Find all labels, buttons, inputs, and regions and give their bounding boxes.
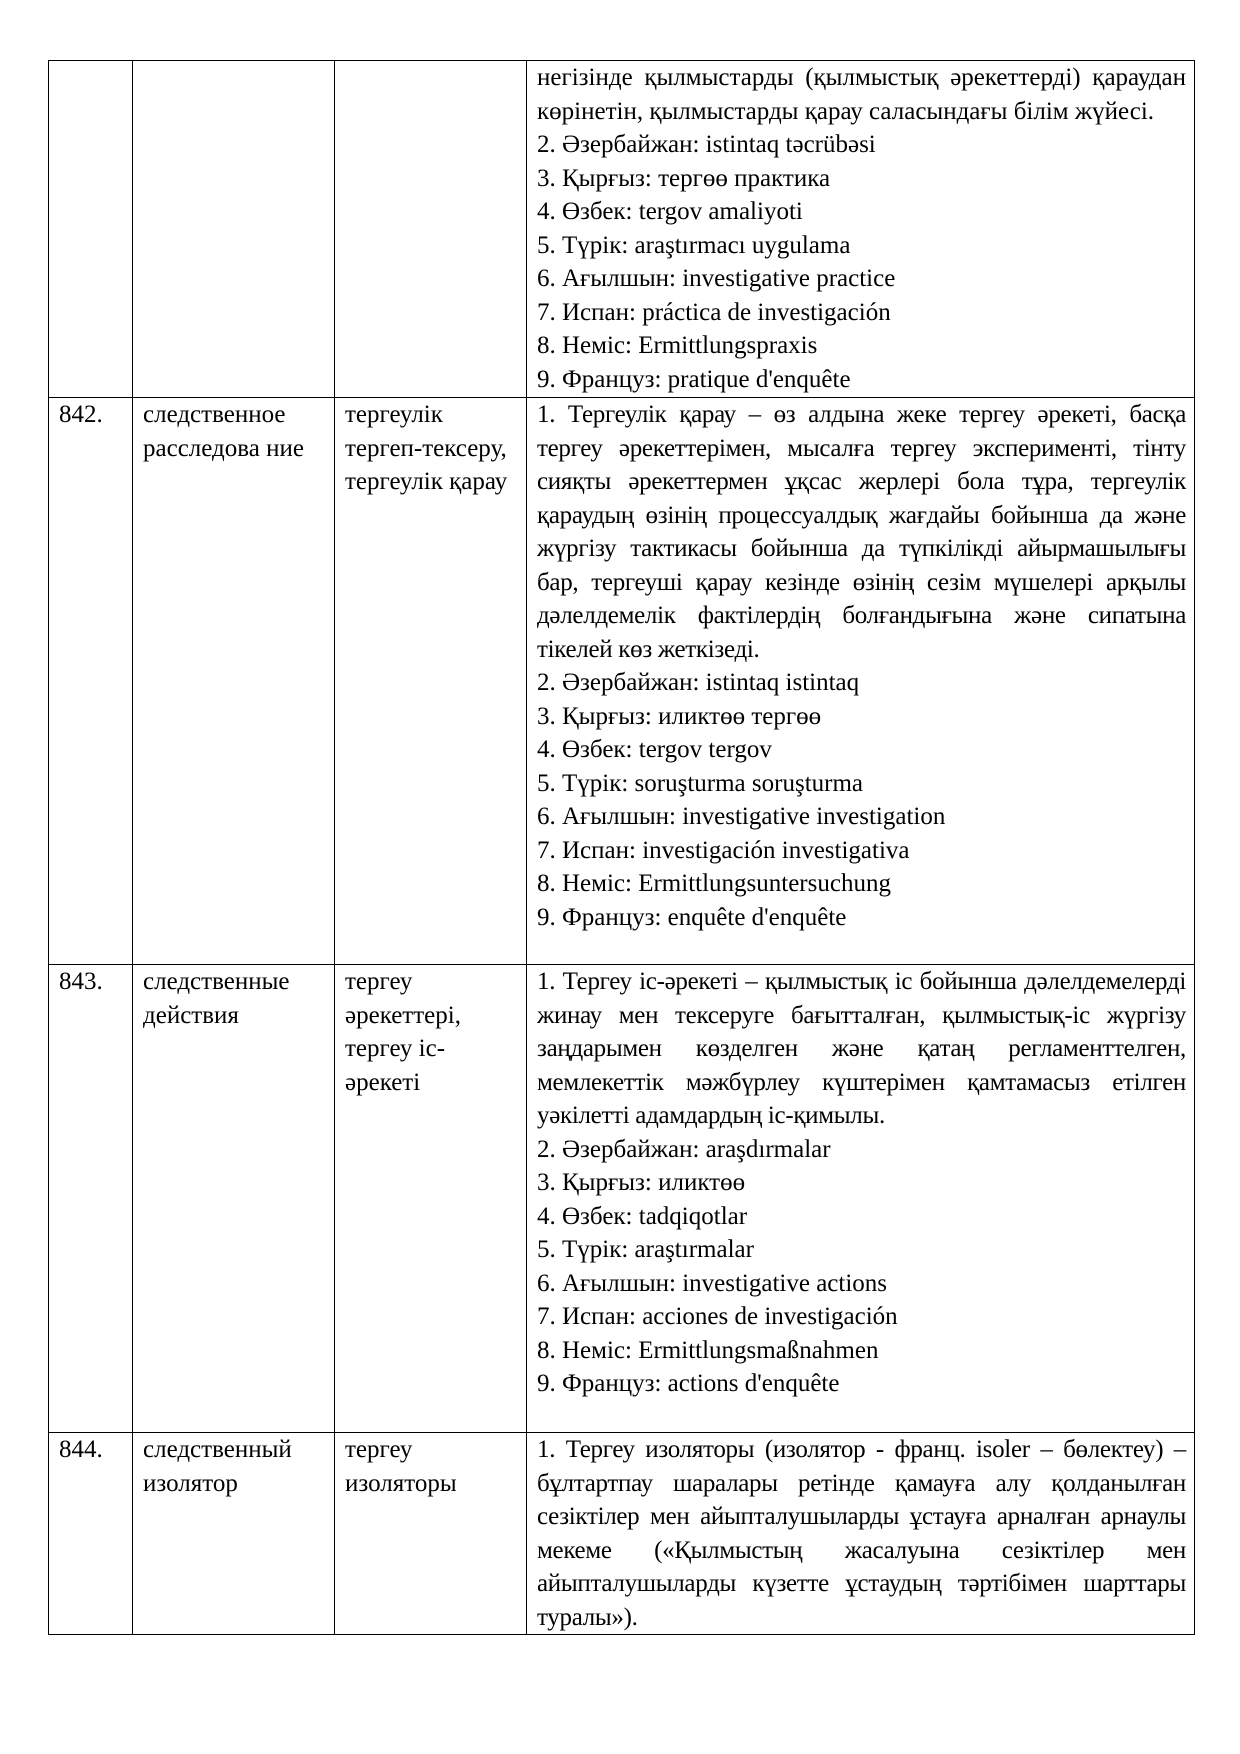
definition-text: 1. Тергеу іс-әрекеті – қылмыстық іс бойынша дәлелдемелерді жинау мен тексеруге бағытталған, қылмыстық-іс жүргізу заңдарымен көзделген және қатаң регламенттелген, мемлекеттік мәжбүрлеу күштерімен қамтамасыз етілген уәкілетті адамдардың іс-қимылы.	[537, 968, 1186, 1129]
translation-uzbek: 4. Өзбек: tergov tergov	[537, 736, 772, 763]
translation-azerbaijani: 2. Әзербайжан: istintaq istintaq	[537, 669, 860, 696]
translation-turkish: 5. Түрік: araştırmalar	[537, 1236, 754, 1263]
translation-turkish: 5. Түрік: soruşturma soruşturma	[537, 769, 864, 797]
translation-uzbek: 4. Өзбек: tadqiqotlar	[537, 1202, 748, 1230]
translation-german: 8. Неміс: Ermittlungsuntersuchung	[537, 870, 891, 897]
translation-azerbaijani: 2. Әзербайжан: araşdırmalar	[537, 1135, 831, 1163]
definition-cell	[527, 61, 1195, 398]
table-row	[49, 61, 1195, 398]
translation-spanish: 7. Испан: acciones de investigación	[537, 1303, 898, 1330]
translation-french: 9. Француз: enquête d'enquête	[537, 903, 847, 931]
entry-number	[49, 61, 133, 398]
translation-kyrgyz: 3. Қырғыз: иликтөө	[537, 1169, 746, 1196]
translation-french: 9. Француз: pratique d'enquête	[537, 365, 851, 393]
definition-cell	[527, 398, 1195, 965]
table-row	[49, 1433, 1195, 1635]
translation-uzbek: 4. Өзбек: tergov amaliyoti	[537, 198, 803, 225]
translation-kyrgyz: 3. Қырғыз: иликтөө тергөө	[537, 702, 822, 730]
translation-azerbaijani: 2. Әзербайжан: istintaq təcrübəsi	[537, 131, 876, 158]
definition-cell	[527, 1433, 1195, 1635]
translation-english: 6. Ағылшын: investigative investigation	[537, 803, 946, 830]
entry-number: 843.	[49, 965, 133, 1433]
translation-kyrgyz: 3. Қырғыз: тергөө практика	[537, 164, 831, 192]
entry-number: 844.	[49, 1433, 133, 1635]
russian-term: следственное расследова ние	[133, 398, 335, 965]
russian-term	[133, 61, 335, 398]
translation-english: 6. Ағылшын: investigative actions	[537, 1269, 888, 1297]
translation-english: 6. Ағылшын: investigative practice	[537, 265, 896, 292]
translation-turkish: 5. Түрік: araştırmacı uygulama	[537, 231, 851, 259]
document-page	[48, 60, 1194, 1635]
translation-spanish: 7. Испан: investigación investigativa	[537, 836, 910, 864]
definition-text: 1. Тергеу изоляторы (изолятор - франц. isoler – бөлектеу) – бұлтартпау шаралары ретінде қамауға алу қолданылған сезіктілер мен айыпталушыларды ұстауға арналған арнаулы мекеме («Қылмыстың жасалуына сезіктілер мен айыпталушыларды күзетте ұстаудың тәртібімен шарттары туралы»).	[537, 1436, 1186, 1631]
translation-german: 8. Неміс: Ermittlungspraxis	[537, 332, 818, 359]
kazakh-term: тергеу әрекеттері, тергеу іс-әрекеті	[335, 965, 527, 1433]
translation-german: 8. Неміс: Ermittlungsmaßnahmen	[537, 1336, 879, 1364]
translation-spanish: 7. Испан: práctica de investigación	[537, 298, 891, 326]
definition-cell	[527, 965, 1195, 1433]
table-row	[49, 965, 1195, 1433]
russian-term: следственный изолятор	[133, 1433, 335, 1635]
definition-text: негізінде қылмыстарды (қылмыстық әрекеттерді) қараудан көрінетін, қылмыстарды қарау саласындағы білім жүйесі.	[537, 64, 1186, 125]
definition-text: 1. Тергеулік қарау – өз алдына жеке тергеу әрекеті, басқа тергеу әрекеттерімен, мысалға тергеу эксперименті, тінту сияқты әрекеттермен ұқсас жерлері бола тұра, тергеулік қараудың өзінің процессуалдық жағдайы бойынша да және жүргізу тактикасы бойынша да түпкілікді айырмашылығы бар, тергеуші қарау кезінде өзінің сезім мүшелері арқылы дәлелдемелік фактілердің болғандығына және сипатына тікелей көз жеткізеді.	[537, 401, 1186, 663]
russian-term: следственные действия	[133, 965, 335, 1433]
kazakh-term: тергеу изоляторы	[335, 1433, 527, 1635]
table-row	[49, 398, 1195, 965]
kazakh-term: тергеулік тергеп-тексеру, тергеулік қарау	[335, 398, 527, 965]
entry-number: 842.	[49, 398, 133, 965]
translation-french: 9. Француз: actions d'enquête	[537, 1370, 840, 1397]
kazakh-term	[335, 61, 527, 398]
dictionary-table	[48, 60, 1195, 1635]
